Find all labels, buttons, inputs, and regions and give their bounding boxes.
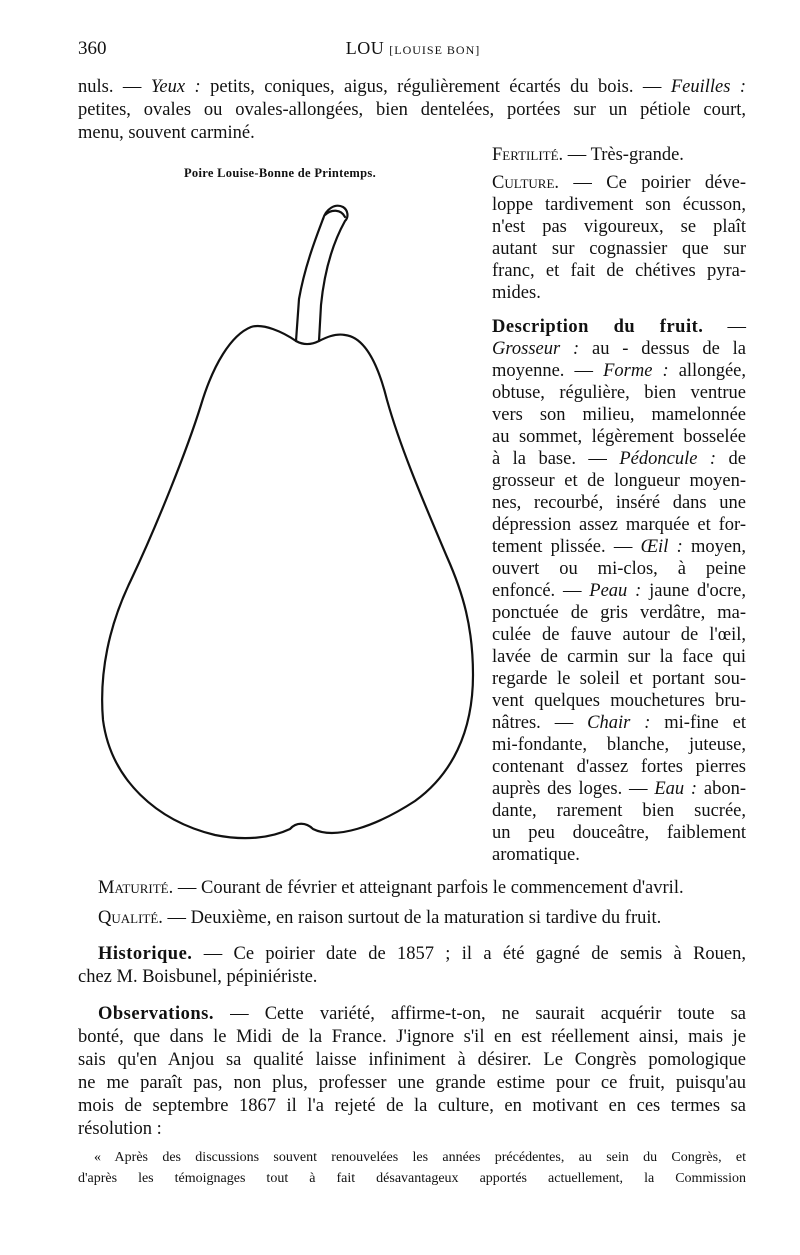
- description-line: tement plissée. — Œil : moyen,: [492, 537, 746, 557]
- maturite-line: Maturité. — Courant de février et atteignant parfois le commencement d'avril.: [98, 878, 684, 898]
- description-line: ponctuée de gris verdâtre, ma-: [492, 603, 746, 623]
- historique-line: chez M. Boisbunel, pépiniériste.: [78, 967, 318, 987]
- description-line: grosseur et de longueur moyen-: [492, 471, 746, 491]
- historique-line: Historique. — Ce poirier date de 1857 ; il a été gagné de semis à Rouen,: [98, 944, 746, 964]
- description-line: un peu douceâtre, faiblement: [492, 823, 746, 843]
- figure-caption: Poire Louise-Bonne de Printemps.: [183, 166, 376, 180]
- description-line: obtuse, régulière, bien ventrue: [492, 383, 746, 403]
- description-line: nâtres. — Chair : mi-fine et: [492, 713, 746, 733]
- description-line: aromatique.: [492, 845, 580, 865]
- observations-label: Observations.: [98, 1004, 214, 1024]
- culture-line: autant sur cognassier que sur: [492, 239, 746, 259]
- pear-outline: [102, 326, 473, 838]
- observations-line: mois de septembre 1867 il l'a rejeté de la culture, en motivant en ces termes sa: [78, 1096, 746, 1116]
- description-line: au sommet, légèrement bosselée: [492, 427, 746, 447]
- intro-line: nuls. — Yeux : petits, coniques, aigus, régulièrement écartés du bois. — Feuilles :: [78, 77, 746, 97]
- culture-label: Culture.: [492, 173, 560, 193]
- description-line: regarde le soleil et portant sou-: [492, 669, 746, 689]
- description-line: contenant d'assez fortes pierres: [492, 757, 746, 777]
- running-title: [78, 38, 748, 59]
- description-label: Description du fruit.: [492, 317, 704, 337]
- footnote-line: « Après des discussions souvent renouvelées les années précédentes, au sein du Congrès, et: [94, 1150, 746, 1165]
- running-title-sub: [LOUISE BON]: [389, 43, 481, 57]
- page-header: [78, 38, 748, 64]
- maturite-label: Maturité.: [98, 878, 174, 898]
- pear-illustration: [95, 195, 480, 855]
- culture-line: n'est pas vigoureux, se plaît: [492, 217, 746, 237]
- running-title-main: LOU: [345, 38, 385, 58]
- description-line: moyenne. — Forme : allongée,: [492, 361, 746, 381]
- qualite-label: Qualité.: [98, 908, 163, 928]
- culture-line: franc, et fait de chétives pyra-: [492, 261, 746, 281]
- description-line: culée de fauve autour de l'œil,: [492, 625, 746, 645]
- fertilite-line: Fertilité. — Très-grande.: [492, 145, 684, 165]
- observations-line: résolution :: [78, 1119, 162, 1139]
- description-line: à la base. — Pédoncule : de: [492, 449, 746, 469]
- footnote-line: d'après les témoignages tout à fait désavantageux apportés actuellement, la Commission: [78, 1171, 746, 1186]
- description-line: mi-fondante, blanche, juteuse,: [492, 735, 746, 755]
- intro-line: menu, souvent carminé.: [78, 123, 255, 143]
- culture-line: mides.: [492, 283, 541, 303]
- description-line: auprès des loges. — Eau : abon-: [492, 779, 746, 799]
- description-heading: Description du fruit. —: [492, 317, 746, 337]
- description-line: enfoncé. — Peau : jaune d'ocre,: [492, 581, 746, 601]
- observations-line: bonté, que dans le Midi de la France. J'ignore s'il en est réellement ainsi, mais je: [78, 1027, 746, 1047]
- culture-line: Culture. — Ce poirier déve-: [492, 173, 746, 193]
- page-number: 360: [78, 38, 107, 59]
- culture-line: loppe tardivement son écusson,: [492, 195, 746, 215]
- description-line: dante, rarement bien sucrée,: [492, 801, 746, 821]
- description-line: ouvert ou mi-clos, à peine: [492, 559, 746, 579]
- description-line: vers son milieu, mamelonnée: [492, 405, 746, 425]
- observations-line: sais qu'en Anjou sa qualité laisse infiniment à désirer. Le Congrès pomologique: [78, 1050, 746, 1070]
- description-line: Grosseur : au - dessus de la: [492, 339, 747, 359]
- description-line: nes, recourbé, inséré dans une: [492, 493, 746, 513]
- intro-line: petites, ovales ou ovales-allongées, bien dentelées, portées sur un pétiole court,: [78, 100, 746, 120]
- description-line: lavée de carmin sur la face qui: [492, 647, 746, 667]
- description-line: vent quelques mouchetures bru-: [492, 691, 746, 711]
- description-line: dépression assez marquée et for-: [492, 515, 746, 535]
- observations-line: Observations. — Cette variété, affirme-t-on, ne saurait acquérir toute sa: [98, 1004, 746, 1024]
- qualite-line: Qualité. — Deuxième, en raison surtout de la maturation si tardive du fruit.: [98, 908, 662, 928]
- pear-stem: [319, 206, 347, 341]
- historique-label: Historique.: [98, 944, 193, 964]
- observations-line: ne me paraît pas, non plus, professer une grande estime pour ce fruit, puisqu'au: [78, 1073, 746, 1093]
- fertilite-label: Fertilité.: [492, 145, 564, 165]
